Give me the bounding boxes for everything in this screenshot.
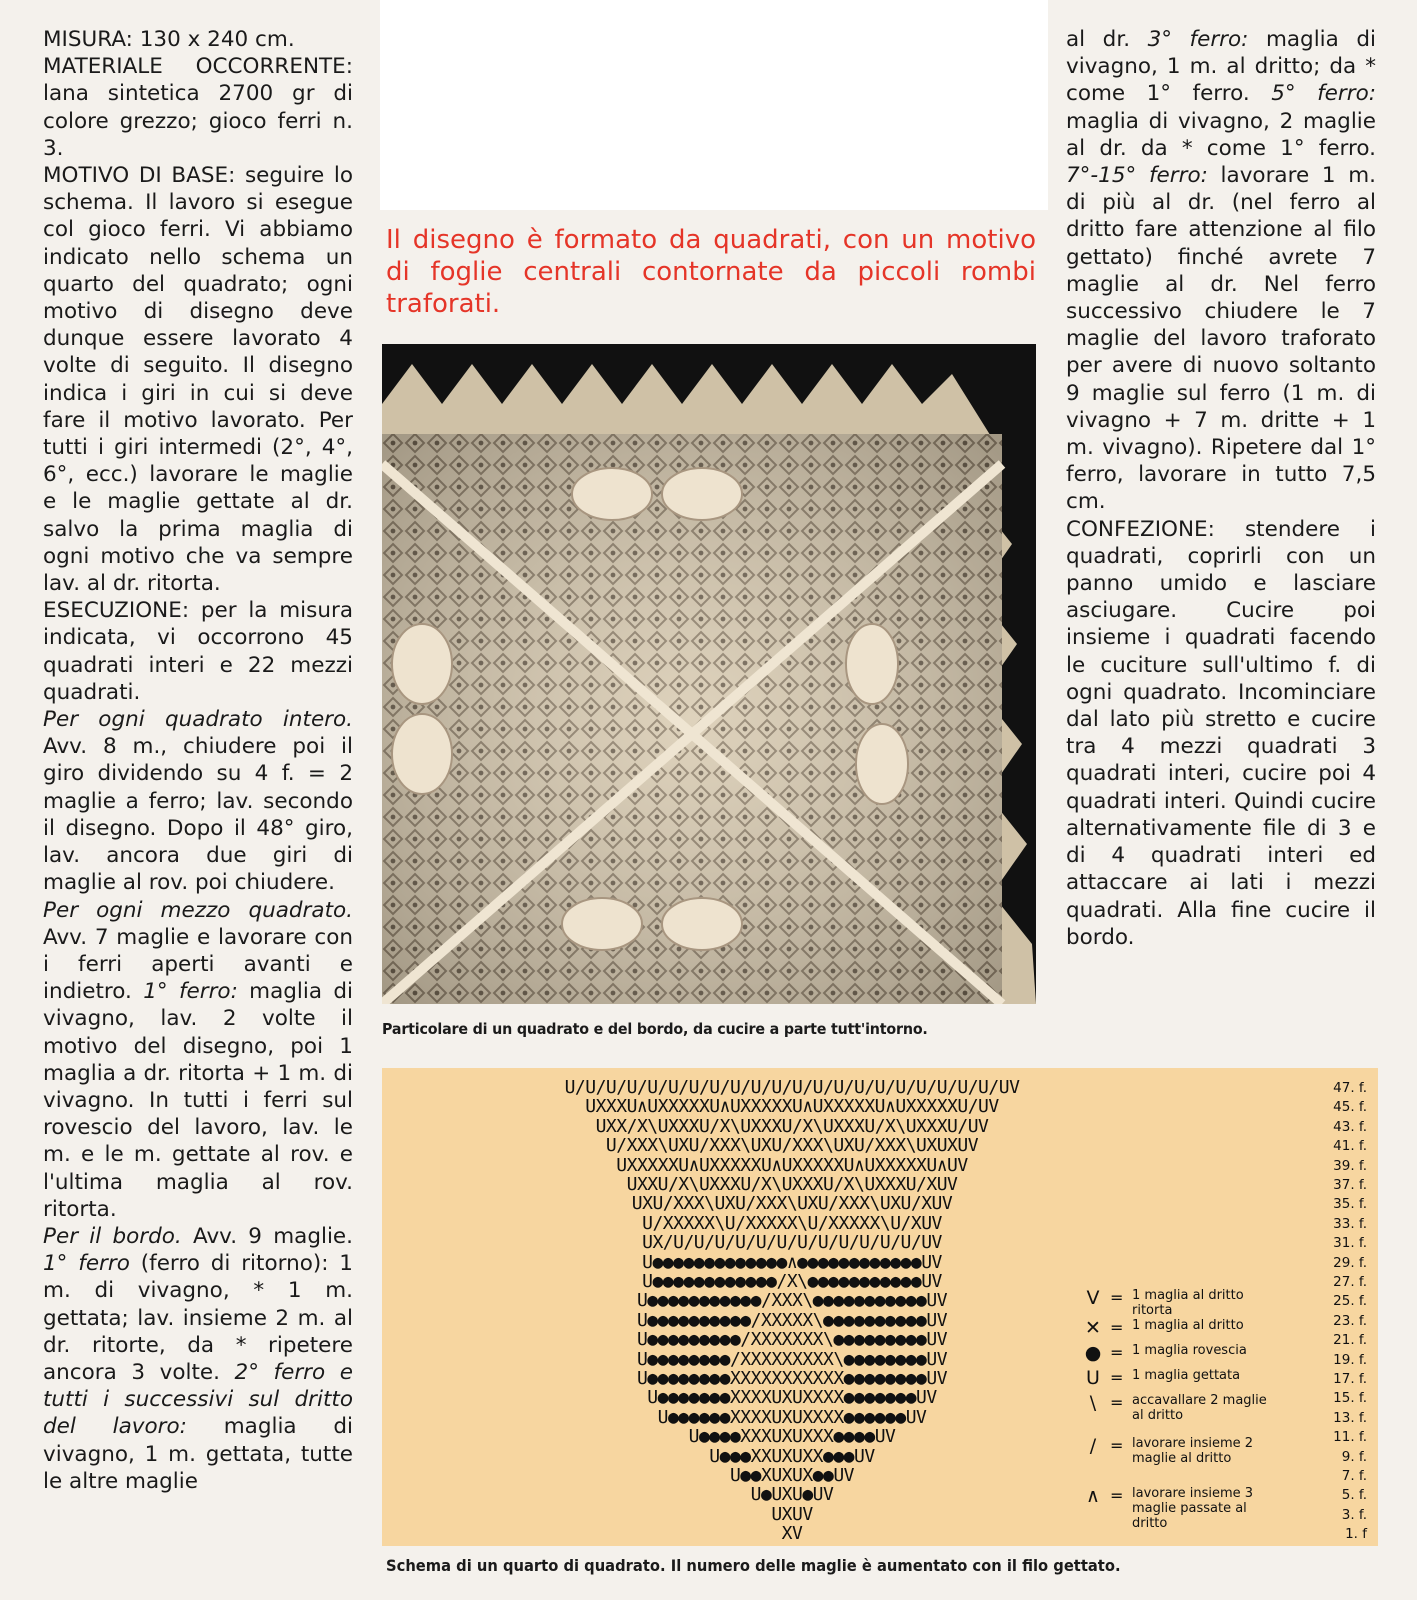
quadrato-intero-heading: Per ogni quadrato intero. [43,707,353,733]
chart-row: U/XXX\UXU/XXX\UXU/XXX\UXU/XXX\UXUXUV [605,1135,979,1157]
legend-equals: = [1110,1288,1124,1307]
chart-row-label: 33. f. [1333,1215,1367,1232]
chart-row: U●●●XXUXUXX●●●UV [709,1445,875,1467]
quadrato-intero-paragraph [43,706,353,896]
legend-symbol: ● [1084,1342,1102,1364]
chart-row-label: 37. f. [1333,1177,1367,1193]
chart-row: U●●●●●●●●●●/XXXXX\●●●●●●●●●●UV [636,1309,948,1331]
legend-equals: = [1110,1486,1124,1505]
bordo-ferro-1-label: 1° ferro [43,1251,130,1277]
legend-text: lavorare insieme 3 maglie passate al dritto [1132,1486,1254,1531]
bordo-paragraph [43,1223,353,1495]
legend-symbol: / [1089,1435,1097,1457]
chart-row-label: 39. f. [1333,1157,1367,1174]
right-text-c: maglia di vivagno, 2 maglie al dr. da * come 1° ferro. [1066,108,1376,161]
ferro-7-15-label: 7°-15° ferro: [1066,163,1208,189]
chart-row: UX/U/U/U/U/U/U/U/U/U/U/U/U/UV [642,1232,942,1254]
legend-equals: = [1110,1318,1124,1337]
chart-row-label: 21. f. [1333,1332,1367,1349]
chart-row-label: 45. f. [1333,1099,1367,1116]
chart-row-label: 13. f. [1333,1409,1367,1426]
chart-row: U●●●●●●●●●●●●/X\●●●●●●●●●●●UV [642,1271,942,1292]
chart-row: U●●●●●●●●●●●/XXX\●●●●●●●●●●●UV [636,1290,948,1312]
chart-row: U●●●●●●●●XXXXXXXXXXX●●●●●●●●UV [636,1368,948,1389]
materiale-paragraph: MATERIALE OCCORRENTE: lana sintetica 2700 gr di colore grezzo; gioco ferri n. 3. [43,54,353,161]
chart-row-label: 19. f. [1333,1351,1367,1368]
blank-area [380,0,1048,210]
legend-text: 1 maglia gettata [1132,1368,1241,1383]
confezione-paragraph: CONFEZIONE: stendere i quadrati, coprirli con un panno umido e lasciare asciugare. Cucire poi insieme i quadrati facendo le cuciture sull'ultimo f. di ogni quadrato. Incominciare dal lato più stretto e cucire tra 4 mezzi quadrati 3 quadrati interi, cucire poi 4 quadrati interi. Quindi cucire alternativamente file di 3 e di 4 quadrati interi ed attaccare ai lati i mezzi quadrati. Alla fine cucire il bordo. [1066,516,1376,950]
chart-row-label: 3. f. [1341,1506,1367,1523]
mezzo-quadrato-heading: Per ogni mezzo quadrato. [43,897,353,923]
legend-equals: = [1110,1436,1124,1455]
chart-row: U/U/U/U/U/U/U/U/U/U/U/U/U/U/U/U/U/U/U/U/U/UV [564,1077,1020,1098]
motivo-paragraph: MOTIVO DI BASE: seguire lo schema. Il lavoro si esegue col gioco ferri. Vi abbiamo indicato nello schema un quarto del quadrato; ogni motivo di disegno deve dunque essere lavorato 4 volte di seguito. Il disegno indica i giri in cui si deve fare il motivo lavorato. Per tutti i giri intermedi (2°, 4°, 6°, ecc.) lavorare le maglie e le maglie gettate al dr. salvo la prima maglia di ogni motivo che va sempre lav. al dr. ritorta. [43,163,353,597]
chart-row-label: 1. f [1345,1526,1367,1543]
chart-row: U●●●●●●●●●●●●●∧●●●●●●●●●●●●UV [642,1251,942,1273]
legend-symbol: ✕ [1085,1317,1101,1339]
legend-equals: = [1110,1393,1124,1412]
chart-row: U/XXXXX\U/XXXXX\U/XXXXX\U/XUV [642,1212,942,1234]
legend-symbol: U [1086,1367,1100,1389]
bordo-continuation-paragraph [1066,26,1376,516]
mezzo-quadrato-text-b: maglia di vivagno, lav. 2 volte il motivo del disegno, poi 1 maglia a dr. ritorta + 1 m. di vivagno. In tutti i ferri sul rovescio del lavoro, lav. le m. e le m. gettate al rov. e l'ultima maglia al rov. ritorta. [43,979,353,1222]
quadrato-intero-text: Avv. 8 m., chiudere poi il giro dividendo su 4 f. = 2 maglie a ferro; lav. secondo il disegno. Dopo il 48° giro, lav. ancora due giri di maglie al rov. poi chiudere. [43,734,353,896]
chart-row: UXXU/X\UXXXU/X\UXXXU/X\UXXXU/XUV [626,1174,958,1195]
legend-symbol: V [1086,1287,1100,1309]
mezzo-quadrato-text-a: Avv. 7 maglie e lavorare con i ferri aperti avanti e indietro. [43,924,353,1005]
headline: Il disegno è formato da quadrati, con un motivo di foglie centrali contornate da piccoli rombi traforati. [386,225,1036,319]
chart-row-label: 27. f. [1333,1274,1367,1290]
right-text-a: al dr. [1066,27,1131,52]
legend-text: 1 maglia rovescia [1132,1343,1247,1358]
chart-caption: Schema di un quarto di quadrato. Il numero delle maglie è aumentato con il filo gettato. [386,1556,1121,1575]
legend-equals: = [1110,1343,1124,1362]
ferro-3-label: 3° ferro: [1147,27,1249,52]
chart-row: U●●●●●●XXXXUXUXXXX●●●●●●UV [657,1406,927,1428]
chart-row: U●UXU●UV [750,1484,834,1506]
legend-equals: = [1110,1368,1124,1387]
right-text-column [1066,26,1376,951]
photo-caption: Particolare di un quadrato e del bordo, da cucire a parte tutt'intorno. [382,1020,928,1038]
left-text-column [43,26,353,1495]
bordo-heading: Per il bordo. [43,1223,182,1249]
legend-text: 1 maglia al dritto ritorta [1132,1288,1244,1318]
chart-row: U●●●●XXXUXUXXX●●●●UV [688,1426,896,1448]
bordo-text-c: maglia di vivagno, 1 m. gettata, tutte le altre maglie [43,1414,353,1494]
chart-row-label: 15. f. [1333,1390,1367,1407]
ferro-1-label: 1° ferro: [143,979,238,1005]
chart-row-label: 5. f. [1341,1487,1367,1504]
legend-text: lavorare insieme 2 maglie al dritto [1132,1436,1254,1466]
chart-row: U●●●●●●●XXXXUXUXXXX●●●●●●●UV [647,1387,937,1409]
right-text-b: maglia di vivagno, 1 m. al dritto; da * come 1° ferro. [1066,27,1376,107]
bordo-text-a: Avv. 9 maglie. [193,1223,353,1249]
chart-row-label: 23. f. [1333,1312,1367,1329]
legend-item [1082,1485,1302,1531]
chart-row-label: 41. f. [1333,1138,1367,1155]
legend-text: 1 maglia al dritto [1132,1318,1244,1333]
chart-row-label: 35. f. [1333,1196,1367,1213]
ferro-5-label: 5° ferro: [1271,81,1376,107]
knitted-square-photo [382,344,1036,1004]
chart-row-label: 29. f. [1333,1254,1367,1271]
knitting-chart [382,1068,1378,1546]
chart-row-label: 31. f. [1333,1235,1367,1252]
chart-row: U●●●●●●●●/XXXXXXXXX\●●●●●●●●UV [636,1348,948,1370]
right-text-d: lavorare 1 m. di più al dr. (nel ferro al dritto fare attenzione al filo gettato) finché avrete 7 maglie al dr. Nel ferro successivo chiudere le 7 maglie del lavoro traforato per avere di nuovo soltanto 9 maglie sul ferro (1 m. di vivagno + 7 m. dritte + 1 m. vivagno). Ripetere dal 1° ferro, lavorare in tutto 7,5 cm. [1066,163,1376,515]
chart-row: XV [781,1523,803,1545]
bordo-text-b: (ferro di ritorno): 1 m. di vivagno, * 1 m. gettata; lav. insieme 2 m. al dr. ritorte, da * ripetere ancora 3 volte. [43,1251,353,1385]
esecuzione-paragraph: ESECUZIONE: per la misura indicata, vi occorrono 45 quadrati interi e 22 mezzi quadrati. [43,598,353,705]
lace-square-illustration [382,344,1036,1004]
bordo-ferro-2-label: 2° ferro e tutti i successivi sul dritto del lavoro: [43,1359,353,1440]
chart-row: UXXXU∧UXXXXXU∧UXXXXXU∧UXXXXXU∧UXXXXXU/UV [585,1096,999,1118]
legend-item [1082,1393,1302,1433]
misura-paragraph: MISURA: 130 x 240 cm. [43,27,295,52]
legend-item [1082,1436,1302,1476]
legend-symbol: ∧ [1086,1485,1100,1507]
mezzo-quadrato-paragraph [43,897,353,1223]
chart-row: UXXXXXU∧UXXXXXU∧UXXXXXU∧UXXXXXU∧UV [616,1154,968,1176]
legend-text: accavallare 2 maglie al dritto [1132,1393,1267,1423]
chart-row: U●●XUXUX●●UV [729,1465,855,1486]
chart-row-label: 7. f. [1341,1468,1367,1484]
chart-row-label: 47. f. [1333,1080,1367,1096]
chart-row: UXU/XXX\UXU/XXX\UXU/XXX\UXU/XUV [631,1193,953,1215]
chart-row-label: 25. f. [1333,1293,1367,1310]
chart-row-label: 11. f. [1333,1429,1367,1446]
chart-row: UXX/X\UXXXU/X\UXXXU/X\UXXXU/X\UXXXU/UV [595,1115,989,1137]
chart-row-label: 43. f. [1333,1118,1367,1135]
legend-symbol: \ [1089,1392,1097,1414]
chart-row: U●●●●●●●●●/XXXXXXX\●●●●●●●●●UV [636,1329,948,1351]
chart-row-label: 17. f. [1333,1371,1367,1387]
chart-row: UXUV [771,1503,813,1525]
chart-row-label: 9. f. [1341,1448,1367,1465]
